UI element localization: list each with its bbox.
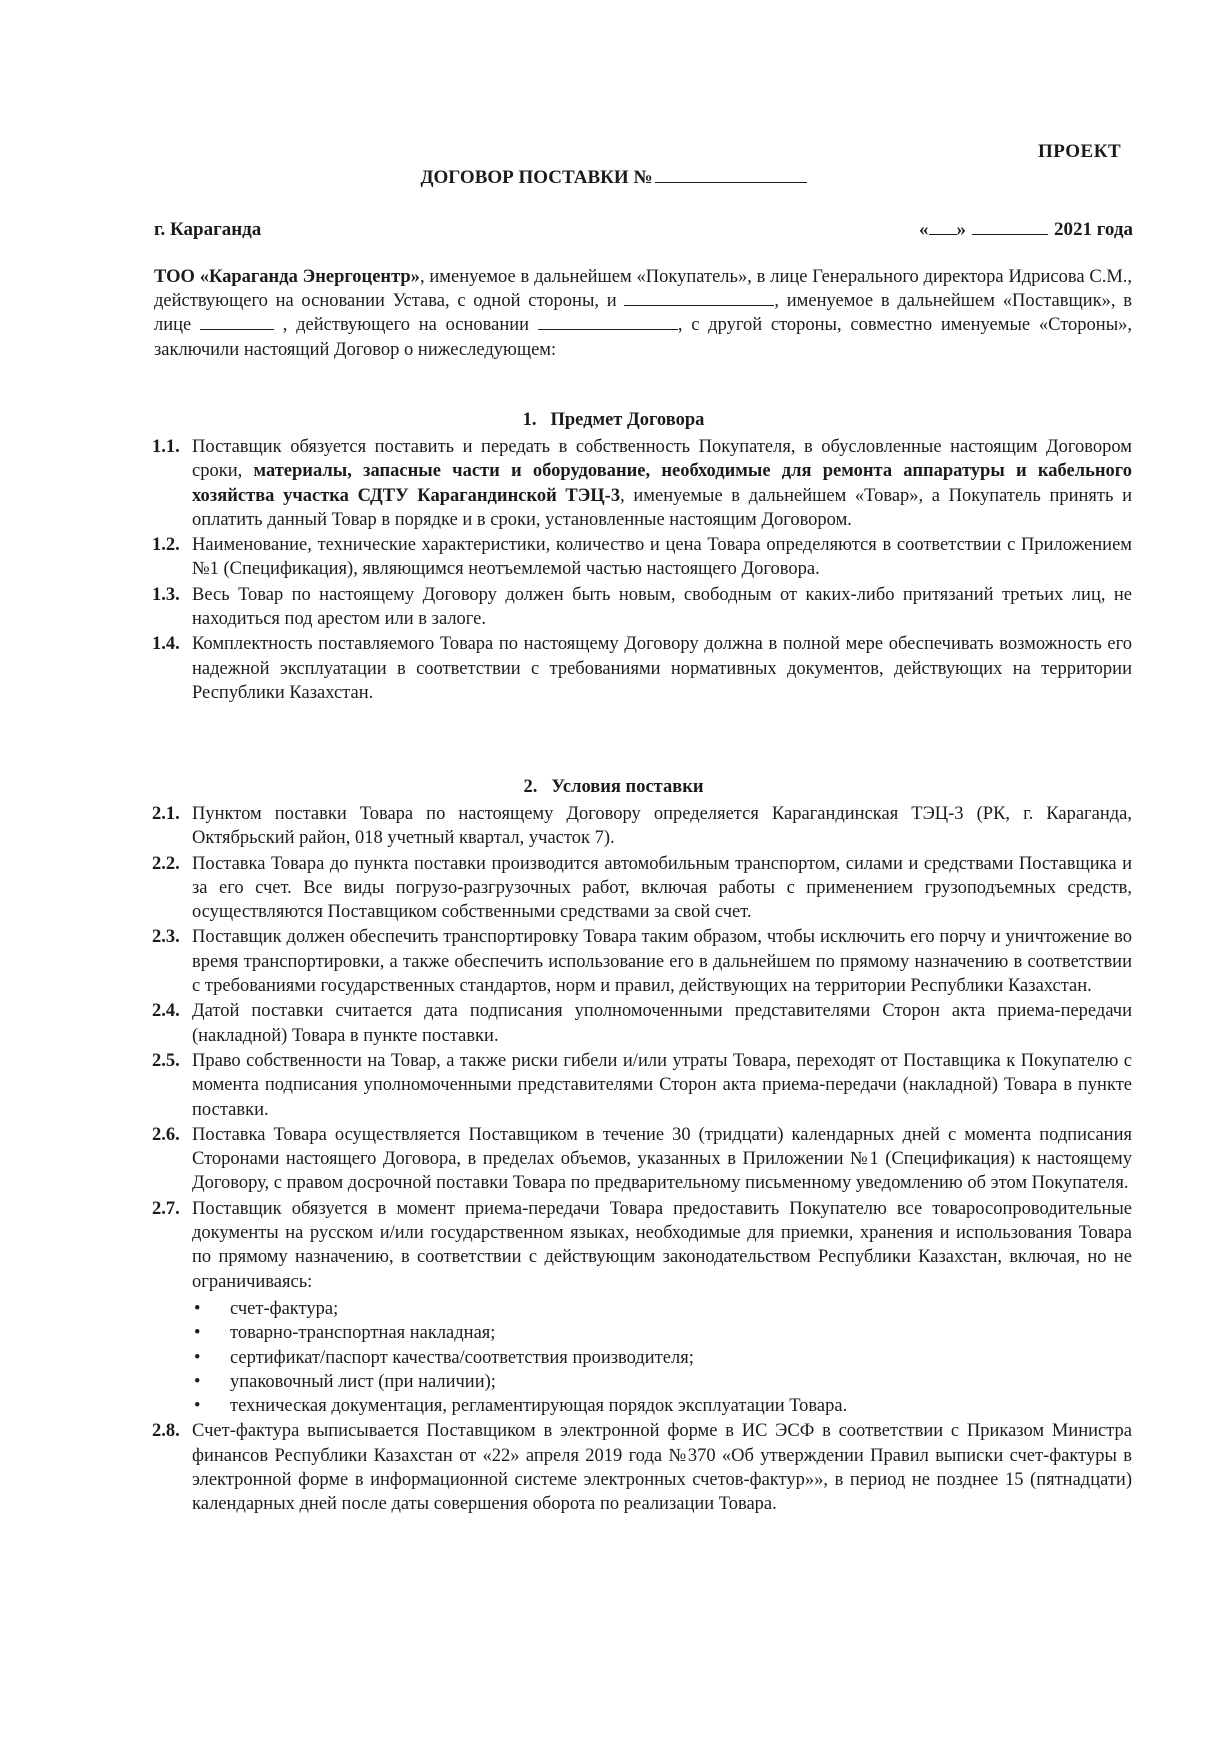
clause-1-4 [152, 632, 1132, 705]
clause-text: Комплектность поставляемого Товара по настоящему Договору должна в полной мере обеспечивать возможность его надежной эксплуатации в соответствии с требованиями нормативных документов, действующих на территории Республики Казахстан. [192, 634, 1132, 703]
bullet-icon: • [194, 1323, 201, 1344]
preamble-part-2: , именуемое в дальнейшем «Поставщик», в лице [154, 291, 1132, 336]
supplier-name-blank [624, 290, 774, 306]
list-item-text: товарно-транспортная накладная; [230, 1323, 496, 1344]
clause-2-8 [152, 1419, 1132, 1516]
clause-text: Наименование, технические характеристики, количество и цена Товара определяются в соответствии с Приложением №1 (Спецификация), являющимся неотъемлемой частью настоящего Договора. [192, 535, 1132, 580]
clause-2-1 [152, 802, 1132, 851]
clause-text [192, 435, 1132, 532]
preamble [154, 265, 1132, 362]
section-1-title: Предмет Договора [550, 410, 705, 430]
clause-number: 2.2. [152, 853, 180, 874]
bullet-icon: • [194, 1396, 201, 1417]
section-1-heading [0, 410, 1227, 431]
contract-number-blank [655, 166, 807, 183]
clause-1-2 [152, 533, 1132, 582]
supplier-rep-blank [200, 314, 274, 330]
city: г. Караганда [154, 219, 262, 240]
clause-2-6 [152, 1123, 1132, 1196]
date-quote-open: « [919, 219, 929, 240]
clause-2-2 [152, 852, 1132, 925]
list-item-text: техническая документация, регламентирующая порядок эксплуатации Товара. [230, 1396, 848, 1417]
section-2-clauses [152, 802, 1132, 1518]
clause-text: Поставка Товара осуществляется Поставщиком в течение 30 (тридцати) календарных дней с момента подписания Сторонами настоящего Договора, в пределах объемов, указанных в Приложении №1 (Спецификация) к настоящему Договору, с правом досрочной поставки Товара по предварительному письменному уведомлению об этом Покупателя. [192, 1124, 1132, 1194]
clause-2-7 [152, 1197, 1132, 1294]
clause-text: Пунктом поставки Товара по настоящему Договору определяется Карагандинская ТЭЦ-3 (РК, г. Караганда, Октябрьский район, 018 учетный квартал, участок 7). [192, 804, 1132, 849]
list-item [192, 1394, 1132, 1418]
clause-number: 2.5. [152, 1050, 180, 1071]
section-1-number: 1. [522, 410, 537, 430]
clause-number: 1.1. [152, 437, 180, 457]
section-2-heading [0, 777, 1227, 798]
buyer-company: ТОО «Караганда Энергоцентр» [154, 267, 420, 287]
section-1-clauses [152, 435, 1132, 706]
clause-text-part: , именуемые в дальнейшем «Товар», а Покупатель принять и оплатить данный Товар в порядке и в сроки, установленные настоящим Договором. [192, 485, 1132, 530]
clause-2-4 [152, 999, 1132, 1048]
list-item [192, 1297, 1132, 1321]
preamble-part-1: , именуемое в дальнейшем «Покупатель», в лице Генерального директора Идрисова С.М., действующего на основании Устава, с одной стороны, и [154, 267, 1133, 312]
clause-text: Датой поставки считается дата подписания уполномоченными представителями Сторон акта приема-передачи (накладной) Товара в пункте поставки. [192, 1001, 1132, 1046]
clause-text: Весь Товар по настоящему Договору должен быть новым, свободным от каких-либо притязаний третьих лиц, не находиться под арестом или в залоге. [192, 584, 1132, 630]
clause-text: Право собственности на Товар, а также риски гибели и/или утраты Товара, переходят от Поставщика к Покупателю с момента подписания уполномоченными представителями Сторон акта приема-передачи (накладной) Товара в пункте поставки. [192, 1050, 1132, 1120]
draft-mark: ПРОЕКТ [1038, 141, 1122, 162]
clause-text: Поставка Товара до пункта поставки производится автомобильным транспортом, силами и средствами Поставщика и за его счет. Все виды погрузо-разгрузочных работ, включая работы с применением грузоподъемных средств, осуществляются Поставщиком собственными средствами за свой счет. [192, 853, 1132, 923]
section-2-title: Условия поставки [551, 777, 704, 797]
contract-date [919, 219, 1133, 241]
bullet-icon: • [194, 1347, 201, 1368]
clause-text: Поставщик обязуется в момент приема-передачи Товара предоставить Покупателю все товаросопроводительные документы на русском и/или государственном языках, необходимые для приемки, хранения и использования Товара по прямому назначению, в соответствии с действующим законодательством Республики Казахстан, включая, но не ограничиваясь: [192, 1198, 1132, 1292]
list-item-text: упаковочный лист (при наличии); [230, 1371, 496, 1392]
day-blank [929, 219, 957, 235]
clause-1-3 [152, 583, 1132, 632]
clause-number: 1.3. [152, 584, 180, 605]
preamble-part-3: , действующего на основании [274, 315, 538, 336]
clause-number: 2.7. [152, 1198, 180, 1219]
preamble-part-4: , с другой стороны, совместно именуемые «Стороны», заключили настоящий Договор о нижеследующем: [154, 315, 1132, 360]
list-item-text: счет-фактура; [230, 1298, 339, 1319]
date-quote-close: » [956, 219, 967, 240]
title-text: ДОГОВОР ПОСТАВКИ № [420, 167, 653, 188]
clause-number: 2.1. [152, 804, 180, 824]
date-year: 2021 года [1054, 219, 1133, 240]
document-title [0, 166, 1227, 189]
clause-number: 1.4. [152, 634, 180, 655]
clause-number: 2.8. [152, 1421, 180, 1442]
list-item-text: сертификат/паспорт качества/соответствия производителя; [230, 1347, 694, 1368]
clause-text: Поставщик должен обеспечить транспортировку Товара таким образом, чтобы исключить его порчу и уничтожение во время транспортировки, а также обеспечить использование его в дальнейшем по прямому назначению в соответствии с требованиями государственных стандартов, норм и правил, действующих на территории Республики Казахстан. [192, 927, 1132, 997]
clause-1-1 [152, 435, 1132, 532]
bullet-icon: • [194, 1298, 201, 1319]
document-list [192, 1297, 1132, 1418]
clause-2-5 [152, 1049, 1132, 1122]
clause-number: 2.3. [152, 927, 180, 948]
bullet-icon: • [194, 1371, 201, 1392]
clause-number: 2.6. [152, 1124, 180, 1145]
clause-2-3 [152, 925, 1132, 998]
subject-of-supply: материалы, запасные части и оборудование, необходимые для ремонта аппаратуры и кабельного хозяйства участка СДТУ Карагандинской ТЭЦ-3 [192, 461, 1132, 506]
clause-number: 1.2. [152, 535, 180, 556]
clause-text: Счет-фактура выписывается Поставщиком в электронной форме в ИС ЭСФ в соответствии с Приказом Министра финансов Республики Казахстан от «22» апреля 2019 года №370 «Об утверждении Правил выписки счет-фактуры в электронной форме в информационной системе электронных счетов-фактур»», в период не позднее 15 (пятнадцати) календарных дней после даты совершения оборота по реализации Товара. [192, 1421, 1132, 1515]
list-item [192, 1321, 1132, 1345]
supplier-basis-blank [538, 314, 678, 330]
list-item [192, 1370, 1132, 1394]
list-item [192, 1346, 1132, 1370]
clause-text-part: Поставщик обязуется поставить и передать в собственность Покупателя, в обусловленные настоящим Договором сроки, [192, 437, 1132, 482]
month-blank [972, 219, 1048, 235]
clause-number: 2.4. [152, 1001, 180, 1022]
section-2-number: 2. [523, 777, 538, 797]
